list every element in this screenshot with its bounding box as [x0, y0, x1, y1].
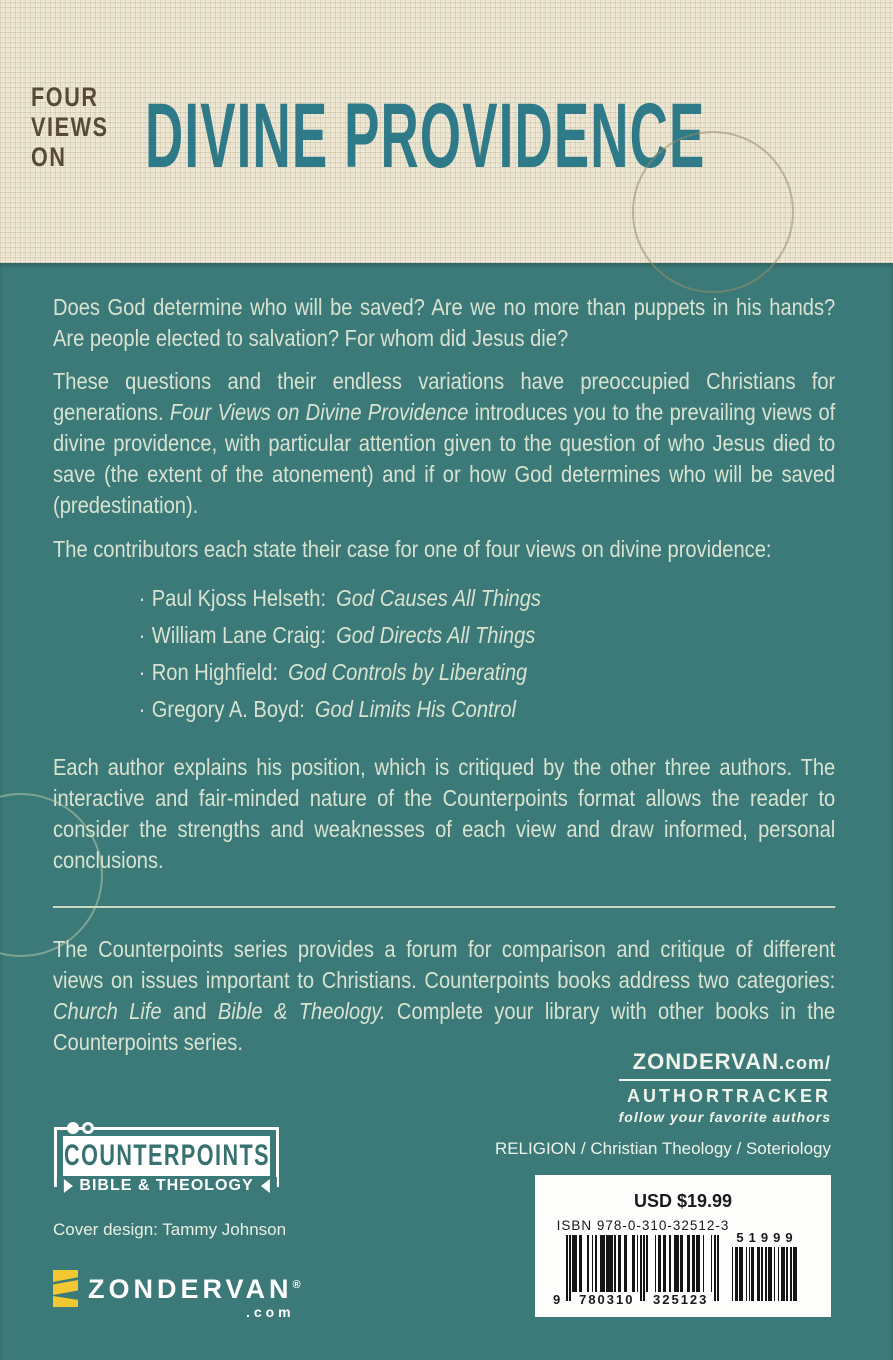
cover-body [0, 263, 893, 1360]
ean13-barcode [553, 1235, 720, 1307]
price-label: USD $19.99 [633, 1191, 733, 1211]
dot-outline-icon [82, 1122, 94, 1134]
zondervan-domain: .com [245, 1304, 295, 1320]
counterpoints-subtitle-label: BIBLE & THEOLOGY [79, 1177, 254, 1194]
contributor-item [139, 580, 836, 617]
bullet-icon: · [138, 622, 146, 648]
zondervan-logo [53, 1270, 301, 1320]
contributor-name: Gregory A. Boyd: [151, 696, 315, 722]
series-label-line: VIEWS [31, 112, 109, 142]
barcode-digits-right: 325123 [648, 1292, 714, 1307]
contributor-view: God Directs All Things [336, 622, 536, 648]
barcode-digits [553, 1290, 720, 1307]
category-line: RELIGION / Christian Theology / Soteriology [494, 1139, 831, 1158]
cover-design-credit: Cover design: Tammy Johnson [53, 1220, 287, 1239]
barcode-digit-first: 9 [553, 1292, 561, 1307]
book-title: DIVINE PROVIDENCE [145, 85, 706, 187]
paragraph: The contributors each state their case for one of four views on divine providence: [53, 536, 772, 562]
zondervan-wordmark: ZONDERVAN® [88, 1274, 301, 1304]
contributor-view: God Limits His Control [314, 696, 516, 722]
authortracker-tagline: follow your favorite authors [618, 1109, 831, 1125]
contributor-name: Ron Highfield: [151, 659, 289, 685]
contributor-item [139, 654, 836, 691]
isbn-label: ISBN 978-0-310-32512-3 [556, 1218, 730, 1233]
arrow-right-icon [63, 1179, 72, 1193]
counterpoints-logo [54, 1127, 279, 1194]
cover-header [0, 0, 893, 263]
counterpoints-dots-icon [67, 1122, 94, 1134]
barcode-panel [535, 1175, 831, 1317]
paragraph: The Counterpoints series provides a forum for comparison and critique of different views on issues important to Christians. Counterpoints books address two categories: Church Life and Bible & Theology. Complete your library with other books in the Counterpoints series. [53, 936, 836, 1055]
ean5-addon-barcode [732, 1230, 798, 1301]
paragraph: Each author explains his position, which is critiqued by the other three authors. The interactive and fair-minded nature of the Counterpoints format allows the reader to consider the strengths and weaknesses of each view and draw informed, personal conclusions. [53, 754, 836, 873]
zondervan-wordmark-wrap [88, 1270, 301, 1320]
counterpoints-subtitle [56, 1177, 276, 1195]
authortracker-block [619, 1049, 831, 1125]
body-copy [53, 263, 835, 1058]
bullet-icon: · [138, 696, 146, 722]
authortracker-label: AUTHORTRACKER [627, 1086, 831, 1106]
series-label [31, 82, 109, 172]
bullet-icon: · [138, 659, 146, 685]
addon-bars-icon [732, 1247, 798, 1301]
paragraph: Does God determine who will be saved? Are we no more than puppets in his hands? Are people elected to salvation? For whom did Jesus die? [53, 294, 836, 351]
contributors-list [53, 580, 835, 728]
counterpoints-wordmark-box [63, 1136, 270, 1176]
contributor-view: God Causes All Things [336, 585, 541, 611]
contributor-name: William Lane Craig: [151, 622, 337, 648]
contributor-item [139, 691, 836, 728]
series-label-line: FOUR [31, 82, 99, 112]
paragraph: These questions and their endless variations have preoccupied Christians for generations. Four Views on Divine Providence introduces you to the prevailing views of divine providence, with particular attention given to the question of who Jesus died to save (the extent of the atonement) and if or how God determines who will be saved (predestination). [53, 368, 836, 518]
counterpoints-wordmark: COUNTERPOINTS [63, 1139, 270, 1172]
contributor-name: Paul Kjoss Helseth: [151, 585, 337, 611]
bullet-icon: · [138, 585, 146, 611]
series-label-line: ON [31, 142, 67, 172]
arrow-left-icon [261, 1179, 270, 1193]
divider [619, 1079, 831, 1081]
zondervan-mark-icon [53, 1270, 78, 1307]
divider [53, 906, 835, 908]
zondervan-web-url: ZONDERVAN.com/ [632, 1049, 831, 1074]
addon-digits: 51999 [736, 1230, 798, 1245]
dot-filled-icon [67, 1122, 79, 1134]
contributor-view: God Controls by Liberating [288, 659, 528, 685]
barcode-digits-left: 780310 [574, 1292, 640, 1307]
contributor-item [139, 617, 836, 654]
